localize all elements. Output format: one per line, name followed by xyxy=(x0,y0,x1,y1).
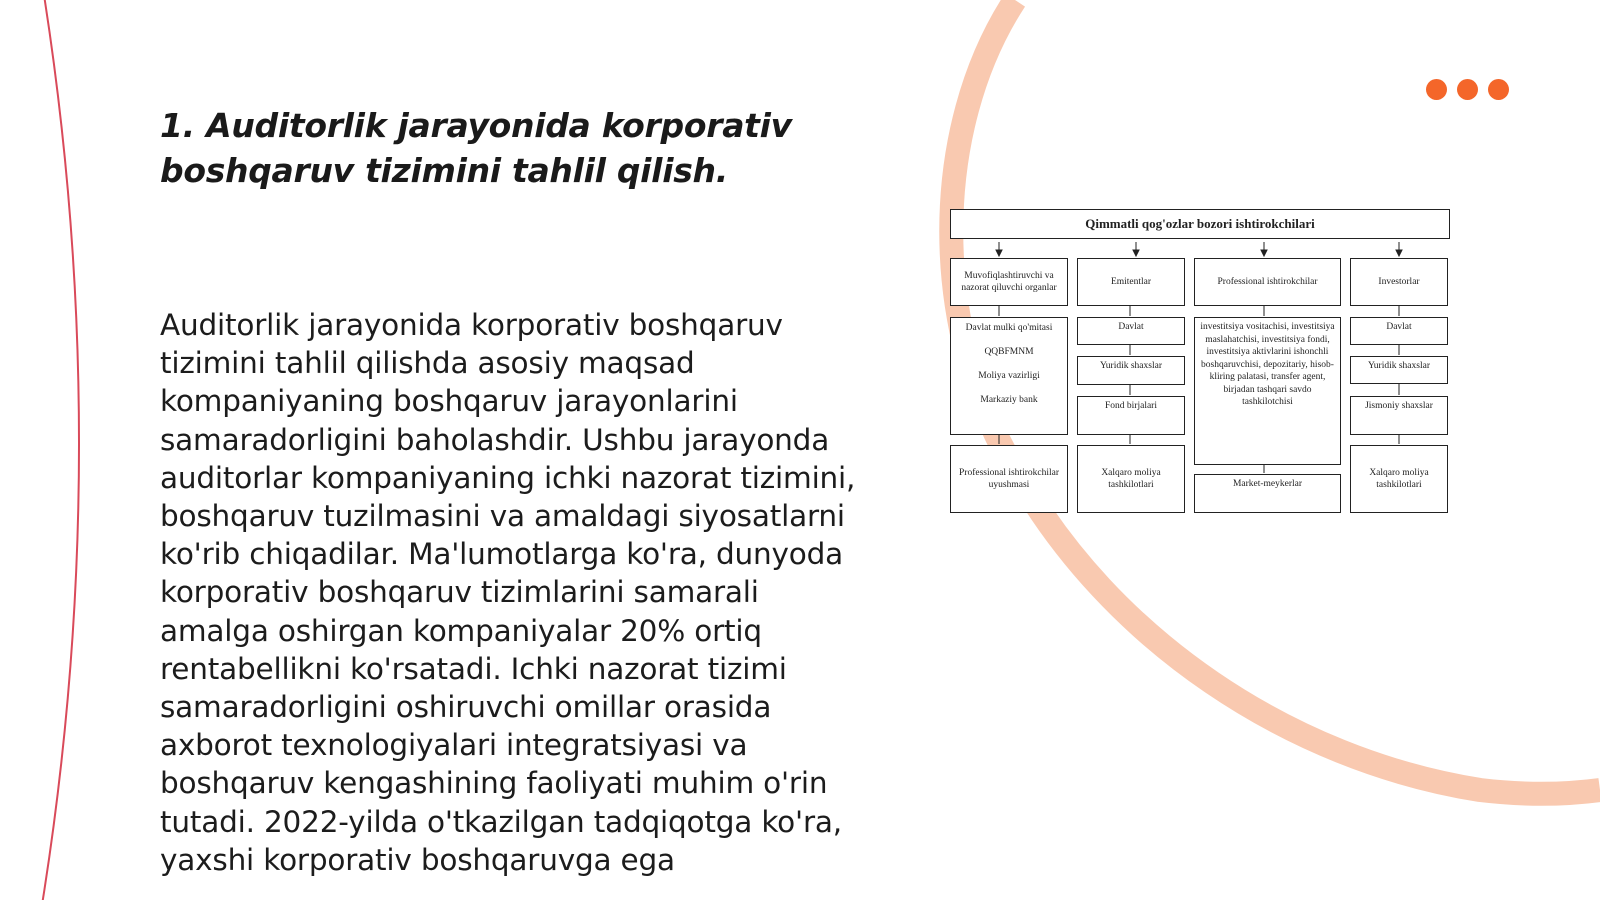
investors-item: Davlat xyxy=(1350,317,1448,345)
investors-item: Jismoniy shaxslar xyxy=(1350,396,1448,435)
column-header-investors: Investorlar xyxy=(1350,258,1448,306)
issuers-footer: Xalqaro moliya tashkilotlari xyxy=(1077,445,1185,513)
regulators-list xyxy=(950,317,1068,435)
issuers-item: Fond birjalari xyxy=(1077,396,1185,435)
regulators-footer: Professional ishtirokchilar uyushmasi xyxy=(950,445,1068,513)
investors-item: Yuridik shaxslar xyxy=(1350,356,1448,384)
slide-body-text: Auditorlik jarayonida korporativ boshqaruv tizimini tahlil qilishda asosiy maqsad kompaniyaning boshqaruv jarayonlarini samaradorligini baholashdir. Ushbu jarayonda auditorlar kompaniyaning ichki nazorat tizimini, boshqaruv tuzilmasini va amaldagi siyosatlarni ko'rib chiqadilar. Ma'lumotlarga ko'ra, dunyoda korporativ boshqaruv tizimlarini samarali amalga oshirgan kompaniyalar 20% ortiq rentabellikni ko'rsatadi. Ichki nazorat tizimi samaradorligini oshiruvchi omillar orasida axborot texnologiyalari integratsiyasi va boshqaruv kengashining faoliyati muhim o'rin tutadi. 2022-yilda o'tkazilgan tadqiqotga ko'ra, yaxshi korporativ boshqaruvga ega xyxy=(160,308,856,877)
column-header-professionals: Professional ishtirokchilar xyxy=(1194,258,1341,306)
column-header-regulators: Muvofiqlashtiruvchi va nazorat qiluvchi organlar xyxy=(950,258,1068,306)
list-item: Moliya vazirligi xyxy=(978,371,1040,381)
column-header-issuers: Emitentlar xyxy=(1077,258,1185,306)
dot-icon xyxy=(1457,79,1478,100)
menu-dots xyxy=(1426,79,1509,100)
professionals-list: investitsiya vositachisi, investitsiya maslahatchisi, investitsiya fondi, investitsiya aktivlarini ishonchli boshqaruvchisi, depozitariy, hisob-kliring palatasi, transfer agent, birjadan tashqari savdo tashkilotchisi xyxy=(1194,317,1341,465)
dot-icon xyxy=(1426,79,1447,100)
dot-icon xyxy=(1488,79,1509,100)
issuers-item: Yuridik shaxslar xyxy=(1077,356,1185,385)
list-item: Markaziy bank xyxy=(980,395,1038,405)
list-item: QQBFMNM xyxy=(984,347,1034,357)
diagram-title-box: Qimmatli qog'ozlar bozori ishtirokchilari xyxy=(950,209,1450,239)
investors-footer: Xalqaro moliya tashkilotlari xyxy=(1350,445,1448,513)
left-accent-line xyxy=(42,0,79,900)
list-item: Davlat mulki qo'mitasi xyxy=(965,323,1053,333)
participants-diagram xyxy=(940,205,1460,515)
slide-title: 1. Auditorlik jarayonida korporativ boshqaruv tizimini tahlil qilish. xyxy=(160,106,792,190)
issuers-item: Davlat xyxy=(1077,317,1185,345)
professionals-footer: Market-meykerlar xyxy=(1194,474,1341,513)
